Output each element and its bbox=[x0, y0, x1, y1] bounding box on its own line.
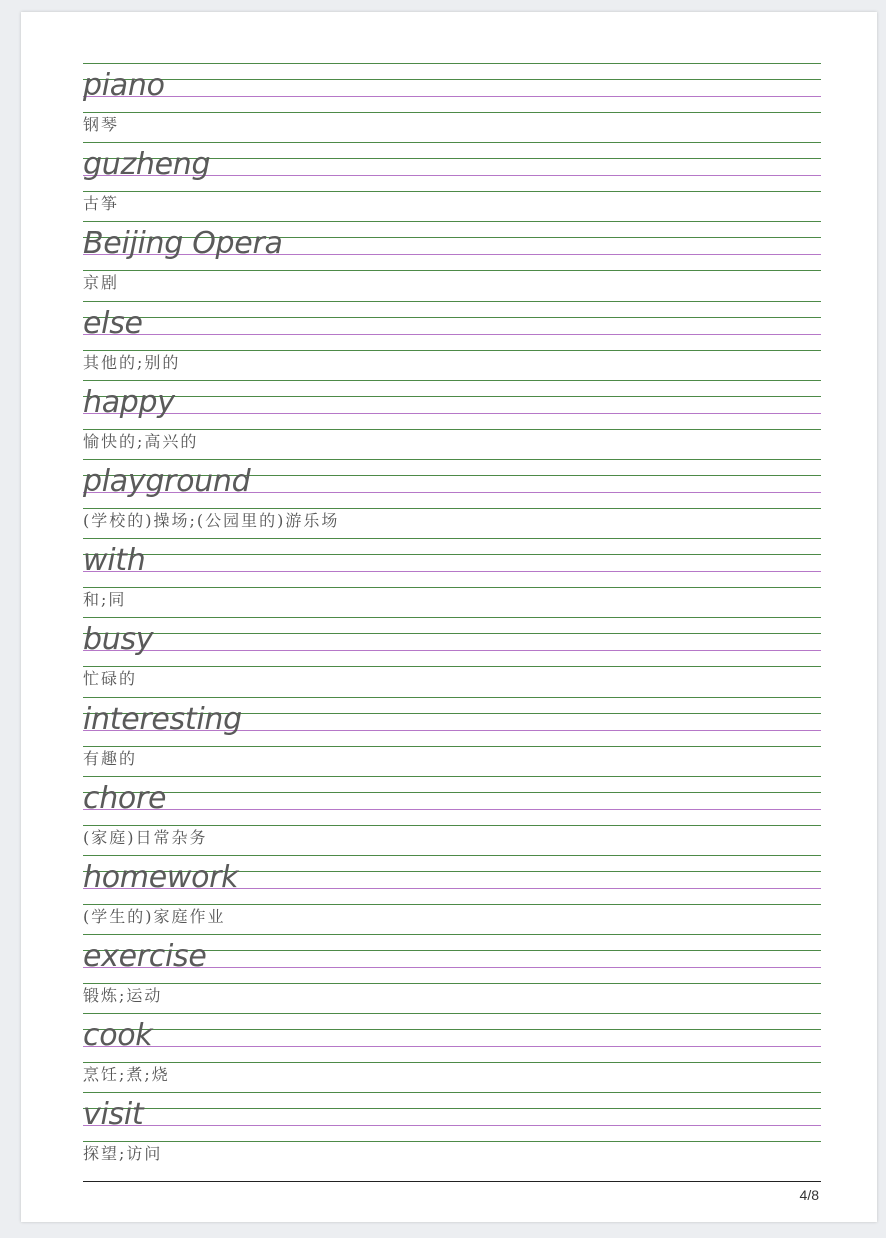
vocab-meaning: 烹饪;煮;烧 bbox=[83, 1065, 170, 1085]
vocab-meaning: 有趣的 bbox=[83, 748, 138, 768]
vocab-meaning: (学生的)家庭作业 bbox=[83, 906, 226, 926]
guide-line-top bbox=[83, 301, 821, 302]
vocab-word: piano bbox=[83, 68, 165, 103]
vocab-entry bbox=[83, 697, 821, 776]
vocab-meaning: 其他的;别的 bbox=[83, 352, 181, 372]
vocab-meaning: 钢琴 bbox=[83, 115, 120, 134]
vocab-entry bbox=[83, 1092, 821, 1171]
guide-line-top bbox=[83, 1092, 821, 1093]
vocab-word: with bbox=[83, 543, 146, 579]
vocab-entry bbox=[83, 63, 821, 142]
vocab-entry bbox=[83, 221, 821, 300]
vocab-entry bbox=[83, 617, 821, 696]
guide-line-bottom bbox=[83, 825, 821, 826]
vocab-meaning: 京剧 bbox=[83, 273, 120, 293]
guide-line-bottom bbox=[83, 350, 821, 351]
vocab-meaning: 忙碌的 bbox=[83, 669, 138, 689]
guide-line-bottom bbox=[83, 191, 821, 192]
guide-line-base bbox=[83, 334, 821, 335]
vocab-word: exercise bbox=[83, 939, 207, 975]
page-number: 4/8 bbox=[799, 1187, 819, 1203]
guide-line-mid bbox=[83, 633, 821, 634]
vocab-meaning: 和;同 bbox=[83, 590, 127, 610]
vocab-word: cook bbox=[83, 1018, 153, 1054]
vocab-entry bbox=[83, 934, 821, 1013]
vocab-word: chore bbox=[83, 780, 167, 816]
guide-line-bottom bbox=[83, 270, 821, 271]
vocab-word: happy bbox=[83, 384, 175, 420]
guide-line-base bbox=[83, 1046, 821, 1047]
guide-line-top bbox=[83, 538, 821, 539]
guide-line-bottom bbox=[83, 983, 821, 984]
guide-line-bottom bbox=[83, 666, 821, 667]
vocab-word: interesting bbox=[83, 701, 242, 737]
guide-line-bottom bbox=[83, 904, 821, 905]
guide-line-bottom bbox=[83, 508, 821, 509]
guide-line-top bbox=[83, 1013, 821, 1014]
guide-line-bottom bbox=[83, 587, 821, 588]
guide-line-mid bbox=[83, 396, 821, 397]
footer-divider bbox=[83, 1181, 821, 1182]
guide-line-base bbox=[83, 650, 821, 651]
vocab-entry bbox=[83, 142, 821, 221]
vocab-word: visit bbox=[83, 1097, 144, 1133]
vocab-word: else bbox=[83, 305, 143, 341]
guide-line-top bbox=[83, 63, 821, 64]
vocab-meaning: (家庭)日常杂务 bbox=[83, 827, 208, 847]
guide-line-mid bbox=[83, 79, 821, 80]
vocab-entry bbox=[83, 776, 821, 855]
guide-line-bottom bbox=[83, 112, 821, 113]
vocab-entry bbox=[83, 855, 821, 934]
guide-line-bottom bbox=[83, 746, 821, 747]
vocab-entry bbox=[83, 538, 821, 617]
guide-line-mid bbox=[83, 1108, 821, 1109]
vocab-word: guzheng bbox=[83, 147, 211, 183]
guide-line-mid bbox=[83, 792, 821, 793]
vocab-meaning: 锻炼;运动 bbox=[83, 986, 163, 1006]
vocabulary-list bbox=[83, 63, 821, 1172]
worksheet-page bbox=[21, 12, 877, 1222]
vocab-word: homework bbox=[83, 859, 239, 895]
guide-line-base bbox=[83, 571, 821, 572]
guide-line-base bbox=[83, 1125, 821, 1126]
vocab-entry bbox=[83, 380, 821, 459]
vocab-word: Beijing Opera bbox=[83, 226, 283, 262]
vocab-word: busy bbox=[83, 622, 154, 658]
guide-line-base bbox=[83, 809, 821, 810]
guide-line-mid bbox=[83, 554, 821, 555]
guide-line-bottom bbox=[83, 1062, 821, 1063]
guide-line-base bbox=[83, 413, 821, 414]
vocab-meaning: 愉快的;高兴的 bbox=[83, 431, 199, 451]
vocab-entry bbox=[83, 301, 821, 380]
guide-line-mid bbox=[83, 1029, 821, 1030]
vocab-meaning: (学校的)操场;(公园里的)游乐场 bbox=[83, 510, 340, 530]
vocab-entry bbox=[83, 459, 821, 538]
vocab-meaning: 探望;访问 bbox=[83, 1144, 163, 1164]
vocab-meaning: 古筝 bbox=[83, 194, 120, 214]
guide-line-mid bbox=[83, 317, 821, 318]
vocab-entry bbox=[83, 1013, 821, 1092]
guide-line-bottom bbox=[83, 1141, 821, 1142]
vocab-word: playground bbox=[83, 463, 251, 499]
guide-line-top bbox=[83, 776, 821, 777]
guide-line-top bbox=[83, 380, 821, 381]
guide-line-top bbox=[83, 617, 821, 618]
guide-line-base bbox=[83, 96, 821, 97]
guide-line-bottom bbox=[83, 429, 821, 430]
